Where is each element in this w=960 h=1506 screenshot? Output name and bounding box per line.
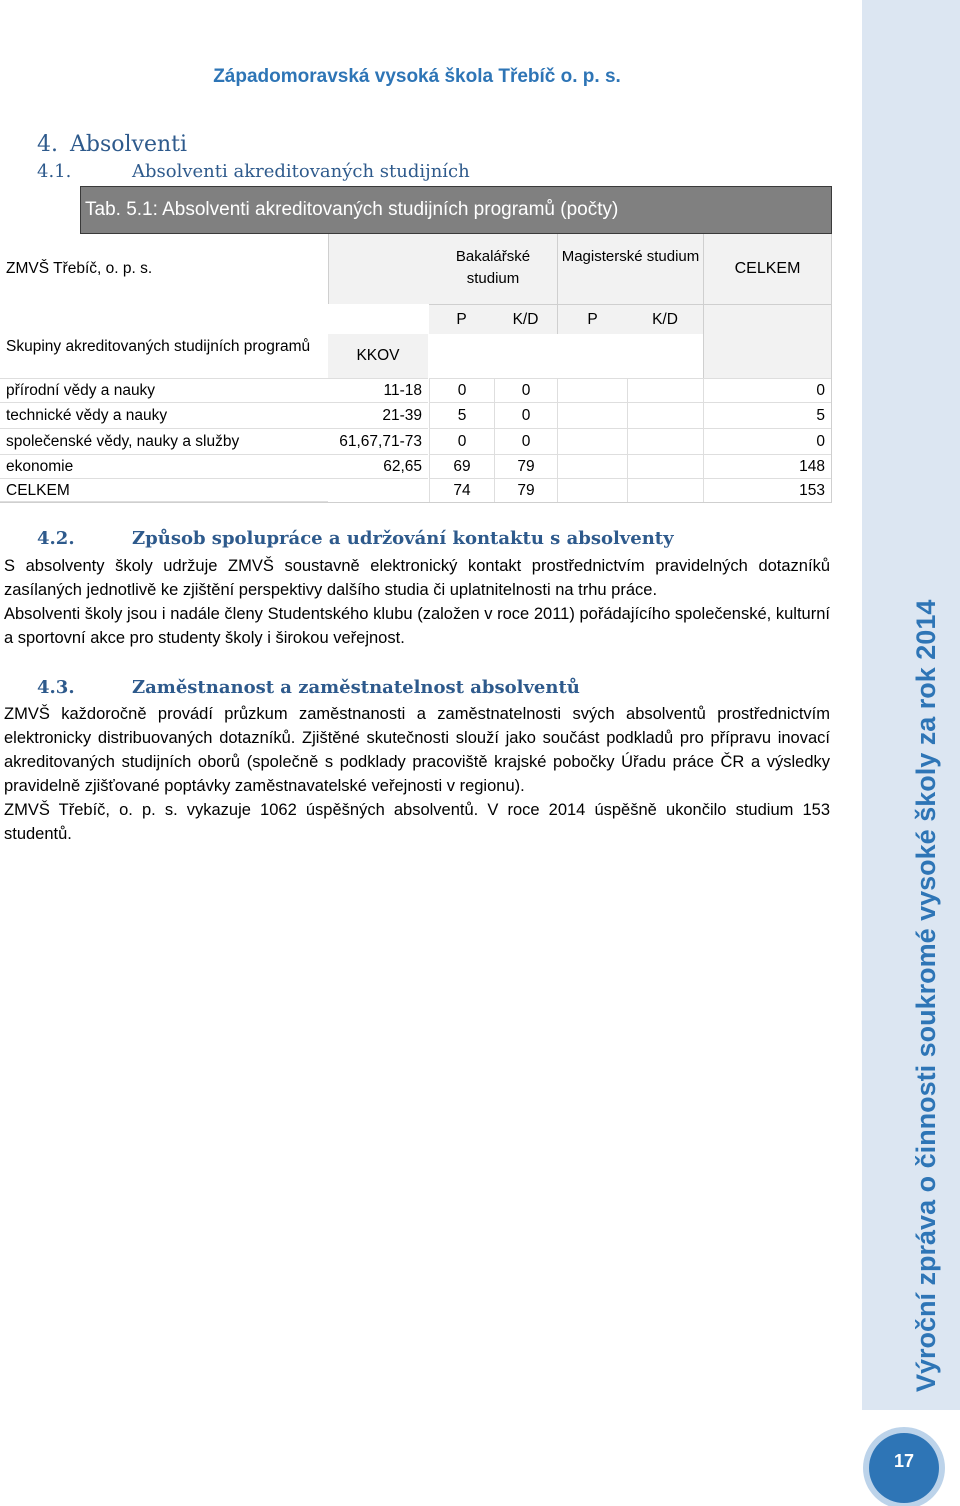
row-total: 153: [703, 478, 831, 502]
section-4-2-heading: [37, 528, 674, 549]
row-bak-p: 0: [429, 378, 494, 402]
section-number: 4.1.: [37, 161, 72, 182]
section-4-3-text: [4, 702, 830, 846]
page-header: Západomoravská vysoká škola Třebíč o. p. s.: [213, 66, 621, 87]
sub-kd2: K/D: [627, 304, 703, 334]
sub-kd1: K/D: [494, 304, 557, 334]
section-title: Absolventi akreditovaných studijních: [132, 161, 470, 182]
row-total: 0: [703, 378, 831, 402]
row-total: 5: [703, 402, 831, 428]
col-celkem: CELKEM: [703, 234, 831, 304]
header-blank: [329, 234, 429, 304]
row-mag-p: [557, 454, 627, 478]
paragraph: ZMVŠ Třebíč, o. p. s. vykazuje 1062 úspěšných absolventů. V roce 2014 úspěšně ukončilo studium 153 studentů.: [4, 801, 830, 843]
row-mag-kd: [627, 378, 703, 402]
sub-p2: P: [557, 304, 627, 334]
row-kkov: 61,67,71-73: [328, 428, 428, 454]
row-bak-p: 5: [429, 402, 494, 428]
school-name: ZMVŠ Třebíč, o. p. s.: [6, 260, 153, 277]
row-total: 148: [703, 454, 831, 478]
table-right-border: [831, 234, 832, 502]
row-mag-p: [557, 478, 627, 502]
row-group-header: Skupiny akreditovaných studijních programů: [6, 338, 311, 355]
paragraph: ZMVŠ každoročně provádí průzkum zaměstnanosti a zaměstnatelnosti svých absolventů prostřednictvím elektronicky distribuovaných dotazníků. Zjištěné skutečnosti slouží jako součást podkladů pro přípravu inovací akreditovaných studijních oborů (společně s podklady pracoviště krajské pobočky Úřadu práce ČR a výsledky pravidelně zjišťované poptávky zaměstnavatelské veřejnosti v regionu).: [4, 705, 830, 795]
row-mag-p: [557, 428, 627, 454]
row-mag-p: [557, 402, 627, 428]
header-blank: [703, 304, 831, 334]
section-number: 4.3.: [37, 677, 75, 698]
row-mag-kd: [627, 428, 703, 454]
row-mag-p: [557, 378, 627, 402]
row-bak-p: 0: [429, 428, 494, 454]
section-4-1-heading: [37, 161, 470, 182]
row-kkov: 11-18: [328, 378, 428, 402]
row-kkov: 62,65: [328, 454, 428, 478]
row-bak-kd: 79: [494, 454, 557, 478]
paragraph: Absolventi školy jsou i nadále členy Studentského klubu (založen v roce 2011) pořádajícího společenské, kulturní a sportovní akce pro studenty školy i širokou veřejnost.: [4, 605, 830, 647]
row-mag-kd: [627, 478, 703, 502]
row-bak-kd: 79: [494, 478, 557, 502]
row-name: ekonomie: [0, 454, 328, 478]
row-name: CELKEM: [0, 478, 328, 502]
col-bakalarske: Bakalářské studium: [429, 234, 557, 304]
paragraph: S absolventy školy udržuje ZMVŠ soustavně elektronický kontakt prostřednictvím pravidelných dotazníků zasílaných jednotlivě ke zjištění perspektivy dalšího studia či uplatnitelnosti na trhu práce.: [4, 557, 830, 599]
kkov-header: KKOV: [328, 334, 428, 378]
row-bak-p: 69: [429, 454, 494, 478]
section-title: Absolventi: [70, 132, 188, 157]
row-bak-kd: 0: [494, 402, 557, 428]
row-kkov: [328, 478, 428, 502]
row-mag-kd: [627, 402, 703, 428]
table-bottom-border: [0, 502, 832, 503]
col-magisterske: Magisterské studium: [557, 234, 703, 304]
section-4-heading: [37, 132, 187, 157]
side-title: Výroční zpráva o činnosti soukromé vysoké školy za rok 2014: [911, 599, 941, 1392]
header-blank: [703, 334, 831, 378]
row-bak-p: 74: [429, 478, 494, 502]
row-kkov: 21-39: [328, 402, 428, 428]
row-name: společenské vědy, nauky a služby: [0, 428, 328, 454]
row-bak-kd: 0: [494, 378, 557, 402]
sub-p1: P: [429, 304, 494, 334]
page-number: 17: [869, 1433, 939, 1503]
row-total: 0: [703, 428, 831, 454]
row-bak-kd: 0: [494, 428, 557, 454]
section-number: 4.2.: [37, 528, 75, 549]
table-caption: Tab. 5.1: Absolventi akreditovaných studijních programů (počty): [80, 186, 832, 234]
row-name: přírodní vědy a nauky: [0, 378, 328, 402]
section-4-2-text: [4, 554, 830, 650]
section-title: Zaměstnanost a zaměstnatelnost absolventů: [132, 677, 580, 698]
section-title: Způsob spolupráce a udržování kontaktu s absolventy: [132, 528, 674, 549]
row-mag-kd: [627, 454, 703, 478]
section-number: 4.: [37, 132, 58, 157]
section-4-3-heading: [37, 677, 580, 698]
row-name: technické vědy a nauky: [0, 402, 328, 428]
